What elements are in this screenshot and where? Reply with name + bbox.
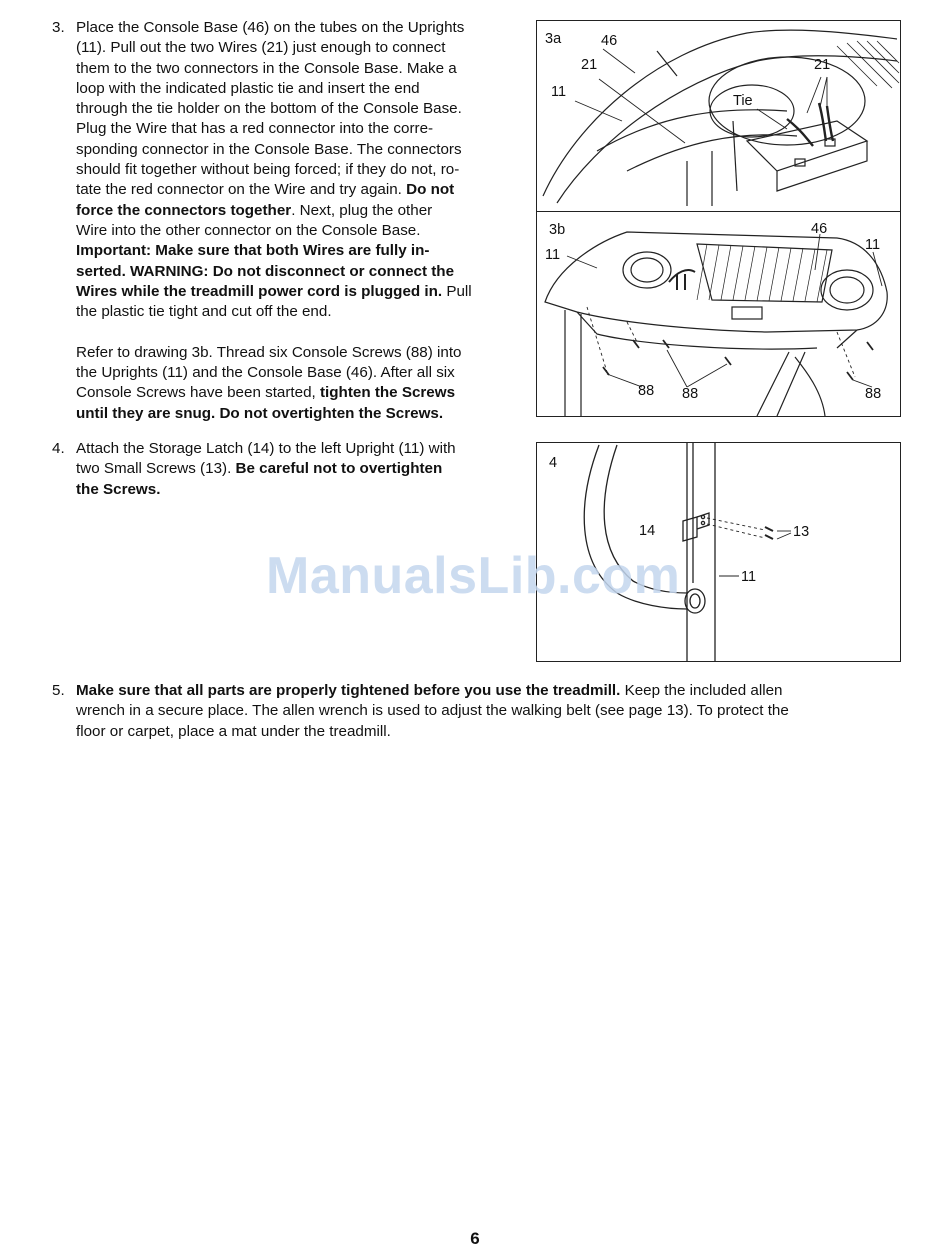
callout-14: 14: [639, 523, 656, 539]
step-3-line: sponding connector in the Console Base. The connectors: [76, 140, 462, 158]
step-3-line: [76, 262, 516, 282]
callout-88: 88: [638, 383, 655, 399]
step-3-line: [76, 282, 516, 302]
step-3-line: [76, 201, 516, 221]
bold-run: force the connectors together: [76, 201, 292, 219]
step-3-line: Refer to drawing 3b. Thread six Console Screws (88) into: [76, 343, 462, 361]
callout-46: 46: [601, 33, 618, 49]
callout-11: 11: [545, 247, 561, 263]
text-run: Keep the included allen: [620, 682, 783, 699]
step-5-line: [76, 681, 912, 701]
step-3-line: should fit together without being forced; if they do not, ro-: [76, 161, 460, 179]
step-4-line: [76, 480, 516, 500]
step-3-line: (11). Pull out the two Wires (21) just enough to connect: [76, 39, 446, 57]
step-number: 3.: [52, 19, 65, 36]
step-3-line: them to the two connectors in the Console Base. Make a: [76, 59, 457, 77]
callout-11: 11: [865, 237, 881, 253]
step-3-line: loop with the indicated plastic tie and insert the end: [76, 79, 420, 97]
text-run: two Small Screws (13).: [76, 460, 236, 478]
step-3-line: [76, 383, 516, 403]
bold-run: serted. WARNING: Do not disconnect or connect the: [76, 262, 455, 280]
step-3-line: Place the Console Base (46) on the tubes on the Uprights: [76, 19, 465, 36]
callout-11: 11: [551, 84, 567, 100]
step-4-line: Attach the Storage Latch (14) to the left Upright (11) with: [76, 440, 456, 457]
step-4-text: [76, 439, 516, 500]
bold-run: Make sure that all parts are properly tightened before you use the treadmill.: [76, 682, 621, 699]
bold-run: until they are snug. Do not overtighten the Screws.: [76, 404, 444, 422]
watermark: ManualsLib.com: [266, 547, 681, 605]
figure-label: 3b: [549, 222, 566, 238]
callout-11: 11: [741, 569, 757, 585]
callout-46: 46: [811, 221, 828, 237]
figure-label: 4: [549, 455, 558, 471]
step-5-text: [76, 681, 912, 742]
figure-3a: [536, 20, 901, 213]
step-3-line: [76, 404, 516, 424]
step-3-line: [76, 180, 516, 200]
callout-13: 13: [793, 524, 810, 540]
bold-run: the Screws.: [76, 480, 161, 498]
callout-tie: Tie: [733, 93, 753, 109]
bold-run: Do not: [406, 181, 455, 199]
spacer: [76, 322, 516, 342]
step-3-line: through the tie holder on the bottom of the Console Base.: [76, 100, 462, 118]
bold-run: tighten the Screws: [319, 384, 456, 402]
step-3-text: [76, 18, 516, 424]
figure-3b-drawing: [537, 212, 900, 416]
step-4-line: [76, 459, 516, 479]
step-5-line: wrench in a secure place. The allen wrench is used to adjust the walking belt (see page 13). To protect the: [76, 702, 789, 720]
text-run: Console Screws have been started,: [76, 384, 320, 402]
step-5-line: floor or carpet, place a mat under the treadmill.: [76, 722, 391, 740]
step-number: 4.: [52, 440, 65, 457]
callout-21: 21: [581, 57, 598, 73]
step-number: 5.: [52, 682, 65, 699]
figure-label: 3a: [545, 31, 562, 47]
page-number: 6: [470, 1229, 480, 1248]
text-run: Pull: [442, 282, 472, 300]
bold-run: Wires while the treadmill power cord is plugged in.: [76, 282, 443, 300]
callout-21: 21: [814, 57, 831, 73]
bold-run: Important: Make sure that both Wires are fully in-: [76, 242, 430, 260]
text-run: tate the red connector on the Wire and try again.: [76, 181, 407, 199]
step-3-line: the plastic tie tight and cut off the end.: [76, 303, 332, 321]
step-3-line: [76, 241, 516, 261]
figure-3a-drawing: [537, 21, 900, 212]
bold-run: Be careful not to overtighten: [235, 460, 443, 478]
step-3-line: Plug the Wire that has a red connector into the corre-: [76, 120, 434, 138]
callout-88: 88: [682, 386, 699, 402]
callout-88: 88: [865, 386, 882, 402]
step-3-line: Wire into the other connector on the Console Base.: [76, 221, 421, 239]
step-3-line: the Uprights (11) and the Console Base (46). After all six: [76, 364, 455, 382]
figure-3b: [536, 211, 901, 417]
text-run: . Next, plug the other: [291, 201, 433, 219]
